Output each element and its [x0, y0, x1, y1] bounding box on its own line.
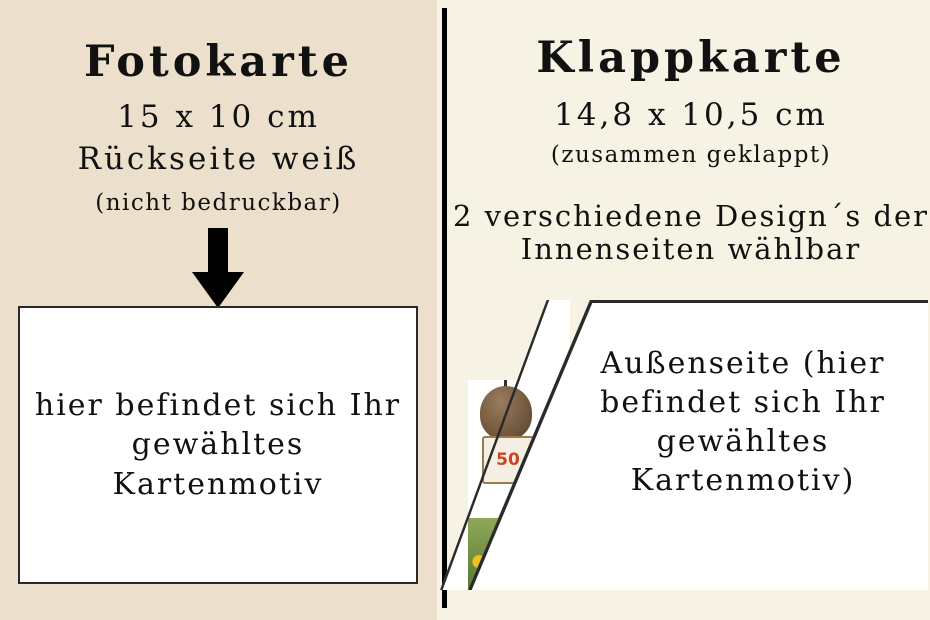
right-size-label: 14,8 x 10,5 cm — [554, 97, 828, 133]
left-print-note: (nicht bedruckbar) — [95, 190, 342, 216]
left-title: Fotokarte — [84, 37, 353, 87]
photo-card-placeholder-text: hier befindet sich Ihr gewähltes Kartenmotiv — [34, 387, 402, 502]
right-folded-note: (zusammen geklappt) — [550, 142, 832, 168]
folded-card-front-face — [468, 300, 928, 590]
arrow-shaft — [208, 228, 228, 274]
right-designs-note: 2 verschiedene Design´s der Innenseiten wählbar — [452, 199, 930, 267]
arrow-head — [192, 272, 244, 308]
left-size-label: 15 x 10 cm — [117, 99, 320, 135]
left-backside-label: Rückseite weiß — [77, 141, 360, 177]
right-title: Klappkarte — [536, 33, 846, 83]
photo-card-placeholder — [18, 306, 418, 584]
folded-card-top-edge — [590, 300, 928, 303]
folded-card-illustration — [440, 300, 930, 590]
motif-number-badge: 50 — [482, 436, 534, 484]
folded-card-placeholder-text: Außenseite (hier befindet sich Ihr gewähltes Kartenmotiv) — [600, 346, 886, 498]
down-arrow-icon — [186, 228, 250, 308]
